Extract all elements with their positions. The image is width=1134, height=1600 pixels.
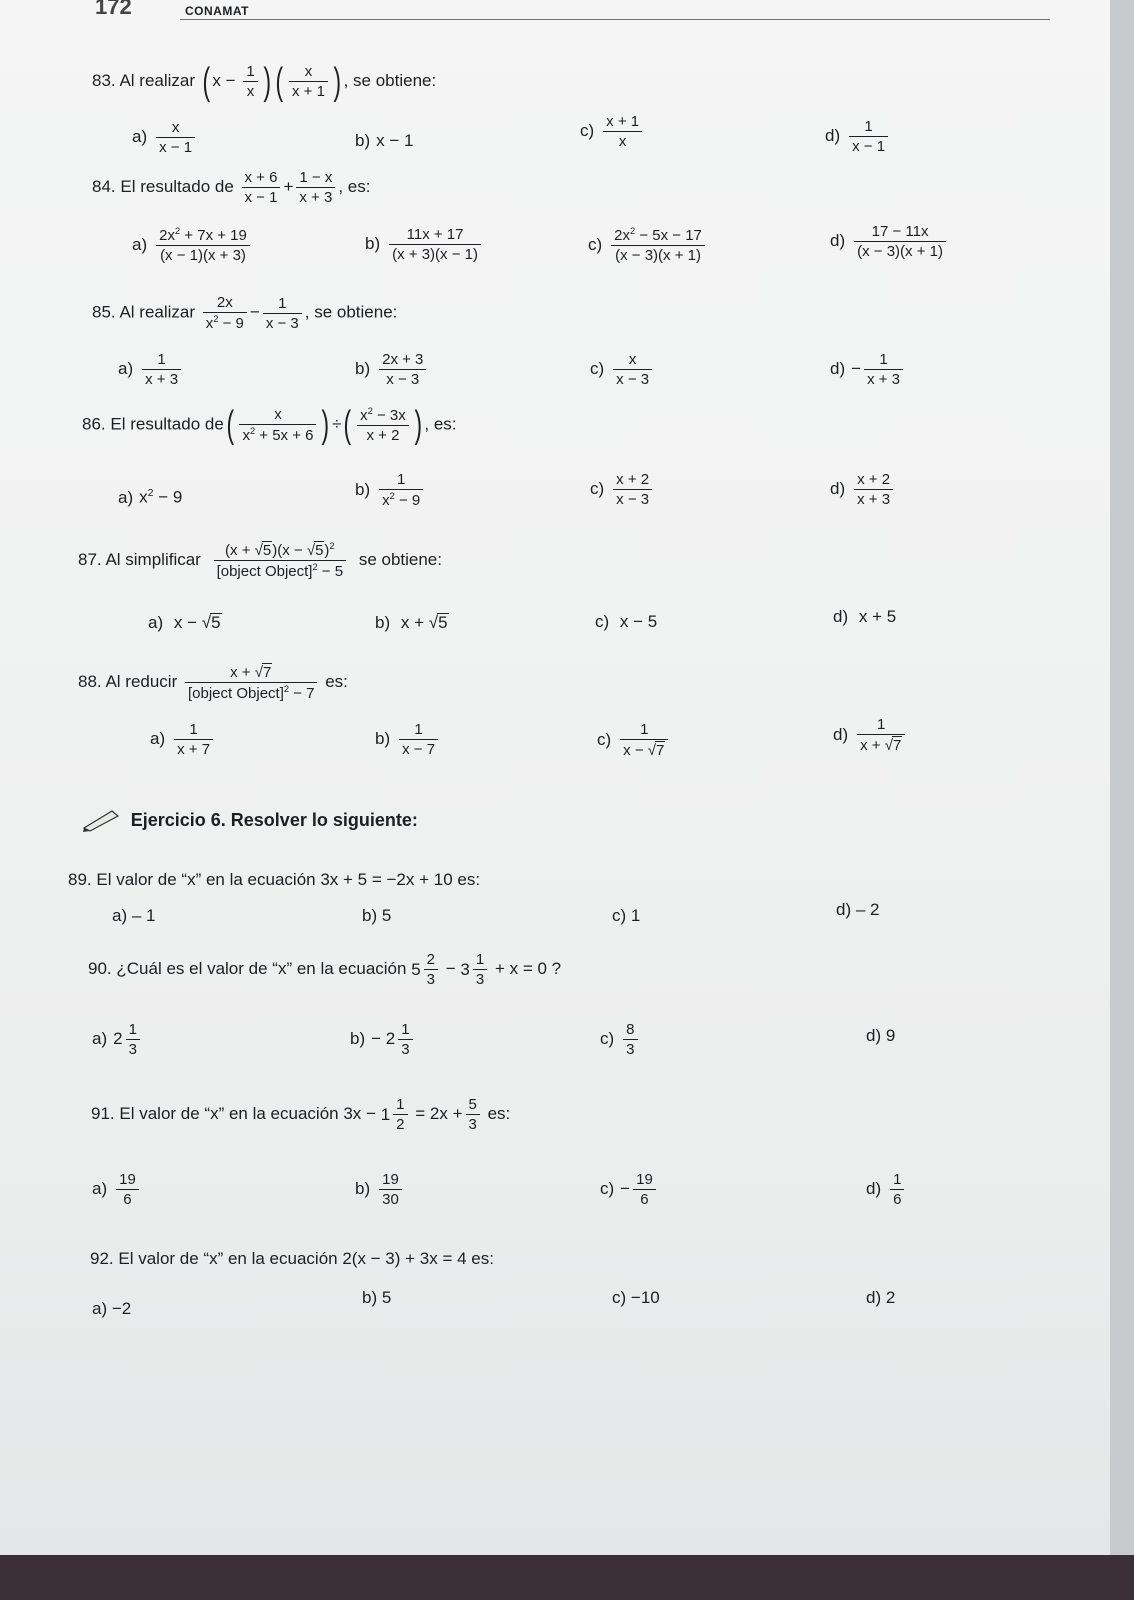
option-89d: d) – 2: [836, 900, 880, 919]
question-text-end: , se obtiene:: [343, 71, 437, 91]
question-number: 83.: [92, 71, 116, 91]
option-92d: d) 2: [866, 1288, 896, 1307]
background-edge: [1110, 0, 1134, 1555]
fraction: $\frac{x + 6}{x - 1}$: [242, 168, 281, 208]
option-87b: b) x + √5: [375, 613, 448, 632]
question-88: 88. Al reducir $\frac{x + √7}{[object Object]^2 - 7}$ es:: [78, 664, 348, 703]
option-86c: c) $\frac{x + 2}{x - 3}$: [590, 470, 655, 510]
brand-logo: CONAMAT: [185, 4, 249, 18]
option-87a: a) x − √5: [148, 613, 221, 632]
option-83b: b) x − 1: [355, 131, 414, 150]
option-86b: b) $\frac{1}{x^2 - 9}$: [355, 470, 426, 511]
option-87d: d) x + 5: [833, 607, 897, 626]
question-86: 86. El resultado de( $\frac{x}{x^2 + 5x + 6}$ ) ÷( $\frac{x^2 - 3x}{x + 2}$ ) , es:: [82, 404, 457, 447]
option-88b: b) $\frac{1}{x - 7}$: [375, 720, 441, 760]
term: x: [212, 71, 221, 91]
option-89b: b) 5: [362, 906, 392, 925]
option-85b: b) $\frac{2x + 3}{x - 3}$: [355, 350, 429, 390]
fraction: $\frac{x^2 - 3x}{x + 2}$: [357, 405, 409, 446]
option-91c: c) − $\frac{19}{6}$: [600, 1170, 659, 1210]
fraction: $\frac{x}{x + 1}$: [289, 62, 328, 102]
pencil-icon: [82, 808, 122, 835]
fraction: $\frac{1 - x}{x + 3}$: [296, 168, 335, 208]
option-90b: b) − 2 $\frac{1}{3}$: [350, 1020, 416, 1060]
question-87: 87. Al simplificar $\frac{(x + √5)(x - √5)^2}{[object Object]^2 - 5}$ se obtiene:: [78, 541, 442, 581]
option-84a: a) $\frac{2x^2 + 7x + 19}{(x - 1)(x + 3)}$: [132, 225, 253, 266]
operator: −: [225, 71, 236, 91]
fraction: $\frac{x + √7}{[object Object]^2 - 7}$: [185, 662, 318, 704]
option-92c: c) −10: [612, 1288, 660, 1307]
option-83a: a) $\frac{x}{x - 1}$: [132, 118, 198, 158]
option-89a: a) – 1: [112, 906, 156, 925]
option-91d: d) $\frac{1}{6}$: [866, 1170, 907, 1210]
question-89: 89. El valor de “x” en la ecuación 3x + 5 = −2x + 10 es:: [68, 870, 481, 889]
fraction: $\frac{2x}{x^2 - 9}$: [203, 293, 247, 334]
question-85: 85. Al realizar $\frac{2x}{x^2 - 9}$ − $\frac{1}{x - 3}$ , se obtiene:: [92, 294, 398, 333]
option-91a: a) $\frac{19}{6}$: [92, 1170, 142, 1210]
option-89c: c) 1: [612, 906, 641, 925]
option-86a: a) $x^2 - 9$: [118, 487, 183, 507]
option-84b: b) $\frac{11x + 17}{(x + 3)(x - 1)}$: [365, 225, 484, 265]
page-number: 172: [95, 0, 132, 19]
option-85c: c) $\frac{x}{x - 3}$: [590, 350, 655, 390]
option-92a: a) −2: [92, 1299, 132, 1318]
option-90c: c) $\frac{8}{3}$: [600, 1020, 641, 1060]
option-85a: a) $\frac{1}{x + 3}$: [118, 350, 184, 390]
option-87c: c) x − 5: [595, 612, 658, 631]
option-83d: d) $\frac{1}{x - 1}$: [825, 117, 891, 157]
option-92b: b) 5: [362, 1288, 392, 1307]
option-88c: c) $\frac{1}{x - √7}$: [597, 720, 671, 761]
question-83: 83. Al realizar ( x − $\frac{1}{x}$ ) ( $\frac{x}{x + 1}$ ) , se obtiene:: [92, 60, 437, 103]
option-88d: d) $\frac{1}{x + √7}$: [833, 715, 908, 756]
option-88a: a) $\frac{1}{x + 7}$: [150, 720, 216, 760]
desk-surface: [0, 1555, 1134, 1600]
question-text: Al realizar: [119, 71, 196, 91]
option-83c: c) $\frac{x + 1}{x}$: [580, 112, 645, 152]
option-85d: d) − $\frac{1}{x + 3}$: [830, 350, 906, 390]
question-84: 84. El resultado de $\frac{x + 6}{x - 1}$ + $\frac{1 - x}{x + 3}$ , es:: [92, 169, 371, 207]
fraction: $\frac{1}{x}$: [243, 62, 257, 102]
question-92: 92. El valor de “x” en la ecuación 2(x − 3) + 3x = 4 es:: [90, 1249, 494, 1268]
fraction: $\frac{x}{x^2 + 5x + 6}$: [239, 405, 316, 446]
fraction: $\frac{1}{x - 3}$: [263, 294, 302, 334]
header-rule: [180, 19, 1050, 20]
fraction: $\frac{(x + √5)(x - √5)^2}{[object Object]^2 - 5}$: [214, 540, 347, 582]
option-86d: d) $\frac{x + 2}{x + 3}$: [830, 470, 896, 510]
option-84d: d) $\frac{17 - 11x}{(x - 3)(x + 1)}$: [830, 222, 949, 262]
option-90a: a) 2 $\frac{1}{3}$: [92, 1020, 143, 1060]
question-91: 91. El valor de “x” en la ecuación 3x − 1 $\frac{1}{2}$ = 2x + $\frac{5}{3}$ es:: [91, 1096, 511, 1134]
exercise-6-heading: Ejercicio 6. Resolver lo siguiente:: [82, 808, 418, 835]
option-91b: b) $\frac{19}{30}$: [355, 1170, 405, 1210]
question-90: 90. ¿Cuál es el valor de “x” en la ecuación 5 $\frac{2}{3}$ − 3 $\frac{1}{3}$ + x = 0 ?: [88, 951, 562, 989]
option-84c: c) $\frac{2x^2 - 5x - 17}{(x - 3)(x + 1)}$: [588, 225, 708, 266]
option-90d: d) 9: [866, 1026, 896, 1045]
